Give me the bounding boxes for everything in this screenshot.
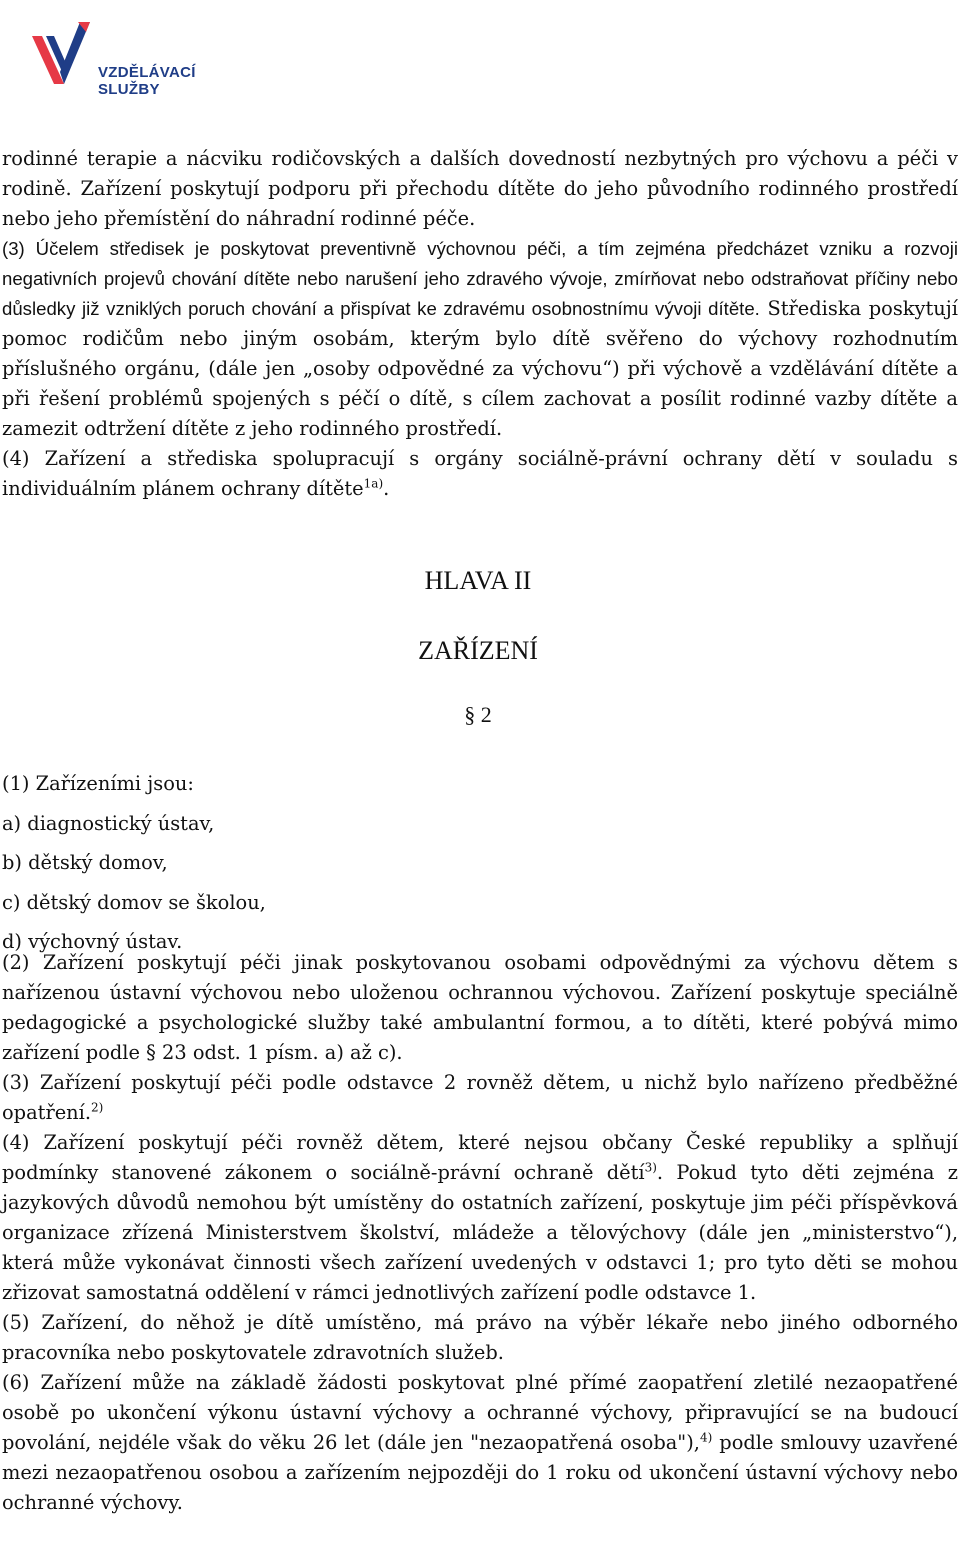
list-intro: (1) Zařízeními jsou: (2, 772, 194, 795)
section-mark: § 2 (464, 702, 492, 727)
section-2-paragraph-3-text: (3) Zařízení poskytují péči podle odstavce 2 rovněž dětem, u nichž bylo nařízeno předběžné opatření. (2, 1071, 958, 1124)
section-2-paragraph-6 (2, 1368, 958, 1518)
footnote-ref-1a: 1a) (363, 476, 384, 491)
paragraph-intro-text: rodinné terapie a nácviku rodičovských a dalších dovedností nezbytných pro výchovu a péči v rodině. Zařízení poskytují podporu při přechodu dítěte do jeho původního rodinného prostředí nebo jeho přemístění do náhradní rodinné péče. (2, 147, 958, 230)
section-2-paragraph-6-rest: podle smlouvy uzavřené mezi nezaopatřenou osobou a zařízením nejpozději do 1 roku od ukončení ústavní výchovy nebo ochranné výchovy. (2, 1431, 958, 1514)
section-2-paragraph-4 (2, 1128, 958, 1308)
paragraph-4 (2, 444, 958, 504)
section-2-paragraph-6-text: (6) Zařízení může na základě žádosti poskytovat plné přímé zaopatření zletilé nezaopatřené osobě po ukončení výkonu ústavní výchovy a ochranné výchovy, připravující se na budoucí povolání, nejdéle však do věku 26 let (dále jen "nezaopatřená osoba"), (2, 1371, 958, 1454)
list-item: c) dětský domov se školou, (2, 890, 266, 914)
footnote-ref-4: 4) (699, 1430, 713, 1445)
logo-line-2: SLUŽBY (98, 81, 160, 98)
chapter-heading: HLAVA II (424, 566, 532, 595)
section-2-paragraph-4-text: (4) Zařízení poskytují péči rovněž dětem, které nejsou občany České republiky a splňují podmínky stanovené zákonem o sociálně-právní ochraně dětí (2, 1131, 958, 1184)
chapter-title: ZAŘÍZENÍ (418, 636, 538, 665)
section-2-paragraph-5: (5) Zařízení, do něhož je dítě umístěno, má právo na výběr lékaře nebo jiného odborného pracovníka nebo poskytovatele zdravotních služeb. (2, 1311, 958, 1364)
institution-list (2, 764, 958, 962)
list-item: a) diagnostický ústav, (2, 811, 215, 835)
paragraph-3b-text: Střediska poskytují pomoc rodičům nebo jiným osobám, kterým bylo dítě svěřeno do výchovy rozhodnutím příslušného orgánu, (dále jen „osoby odpovědné za výchovu“) při výchově a vzdělávání dítěte a při řešení problémů spojených s péčí o dítě, s cílem zachovat a posílit rodinné vazby dítěte a zamezit odtržení dítěte z jeho rodinného prostředí. (2, 297, 958, 440)
document-body-top (2, 144, 958, 504)
section-2-paragraph-4-rest: . Pokud tyto děti zejména z jazykových důvodů nemohou být umístěny do ostatních zařízení, poskytuje jim péči příspěvková organizace zřízená Ministerstvem školství, mládeže a tělovýchovy (dále jen „ministerstvo“), která může vykonávat činnosti všech zařízení uvedených v odstavci 1; pro tyto děti se mohou zřizovat samostatná oddělení v rámci jednotlivých zařízení podle odstavce 1. (2, 1161, 958, 1304)
footnote-ref-2: 2) (91, 1100, 104, 1115)
logo-line-1: VZDĚLÁVACÍ (98, 64, 196, 81)
paragraph-3 (2, 234, 958, 444)
list-item: b) dětský domov, (2, 851, 168, 874)
list-item: d) výchovný ústav. (2, 930, 183, 953)
footnote-ref-3: 3) (644, 1160, 657, 1175)
paragraph-4-text: (4) Zařízení a střediska spolupracují s orgány sociálně-právní ochrany dětí v souladu s individuálním plánem ochrany dítěte (2, 447, 958, 500)
paragraph-intro (2, 144, 958, 234)
logo (28, 14, 196, 98)
paragraph-4-end: . (383, 477, 390, 500)
paragraph-3-text: (3) Účelem středisek je poskytovat preventivně výchovnou péči, a tím zejména předcházet vzniku a rozvoji negativních projevů chování dítěte nebo narušení jeho zdravého vývoje, zmírňovat nebo odstraňovat příčiny nebo důsledky již vzniklých poruch chování a přispívat ke zdravému osobnostnímu vývoji dítěte. (2, 238, 958, 319)
logo-text (98, 64, 196, 98)
section-2-paragraph-2: (2) Zařízení poskytují péči jinak poskytovanou osobami odpovědnými za výchovu dětem s nařízenou ústavní výchovou nebo uloženou ochrannou výchovou. Zařízení poskytuje speciálně pedagogické a psychologické služby také ambulantní formou, a to dítěti, které pobývá mimo zařízení podle § 23 odst. 1 písm. a) až c). (2, 951, 958, 1064)
document-body-bottom (2, 948, 958, 1518)
section-2-paragraph-3 (2, 1068, 958, 1128)
